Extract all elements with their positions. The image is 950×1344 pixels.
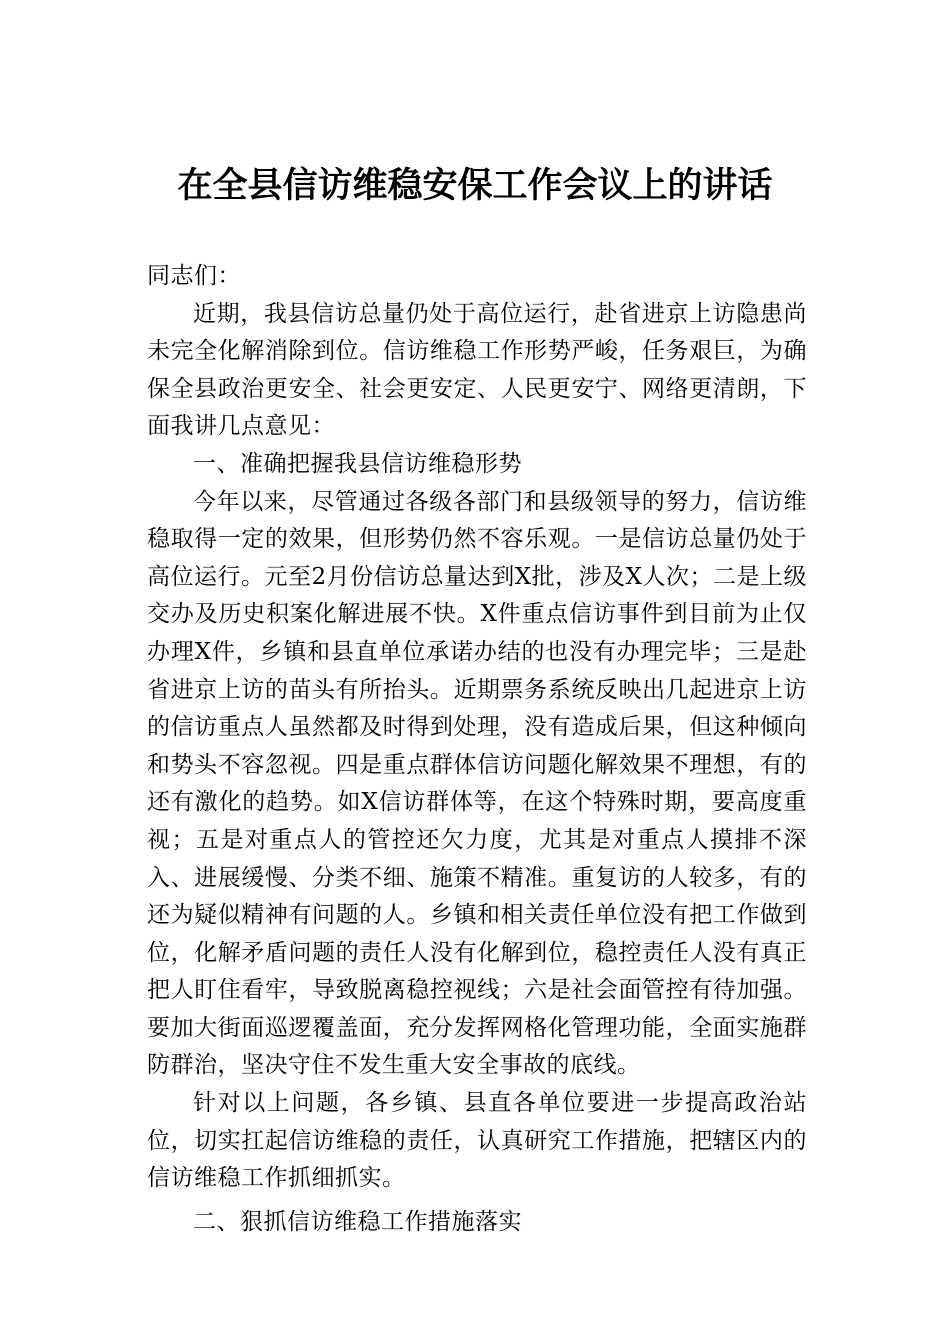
section-heading-2: 二、狠抓信访维稳工作措施落实 bbox=[193, 1208, 522, 1235]
section1-paragraph: 今年以来，尽管通过各级各部门和县级领导的努力，信访维稳取得一定的效果，但形势仍然不容乐观。一是信访总量仍处于高位运行。元至2月份信访总量达到X批，涉及X人次；二是上级交办及历史积案化解进展不快。X件重点信访事件到目前为止仅办理X件，乡镇和县直单位承诺办结的也没有办理完毕；三是赴省进京上访的苗头有所抬头。近期票务系统反映出几起进京上访的信访重点人虽然都及时得到处理，没有造成后果，但这种倾向和势头不容忽视。四是重点群体信访问题化解效果不理想，有的还有激化的趋势。如X信访群体等，在这个特殊时期，要高度重视；五是对重点人的管控还欠力度，尤其是对重点人摸排不深入、进展缓慢、分类不细、施策不精准。重复访的人较多，有的还为疑似精神有问题的人。乡镇和相关责任单位没有把工作做到位，化解矛盾问题的责任人没有化解到位，稳控责任人没有真正把人盯住看牢，导致脱离稳控视线；六是社会面管控有待加强。要加大街面巡逻覆盖面，充分发挥网格化管理功能，全面实施群防群治，坚决守住不发生重大安全事故的底线。 bbox=[147, 488, 807, 1079]
section1-followup-paragraph: 针对以上问题，各乡镇、县直各单位要进一步提高政治站位，切实扛起信访维稳的责任，认真研究工作措施，把辖区内的信访维稳工作抓细抓实。 bbox=[147, 1090, 807, 1192]
intro-paragraph: 近期，我县信访总量仍处于高位运行，赴省进京上访隐患尚未完全化解消除到位。信访维稳工作形势严峻，任务艰巨，为确保全县政治更安全、社会更安定、人民更安宁、网络更清朗，下面我讲几点意见： bbox=[147, 300, 807, 440]
document-body bbox=[147, 258, 807, 1241]
section-heading-1: 一、准确把握我县信访维稳形势 bbox=[193, 450, 522, 477]
document-title: 在全县信访维稳安保工作会议上的讲话 bbox=[177, 165, 773, 206]
salutation: 同志们： bbox=[147, 263, 241, 289]
